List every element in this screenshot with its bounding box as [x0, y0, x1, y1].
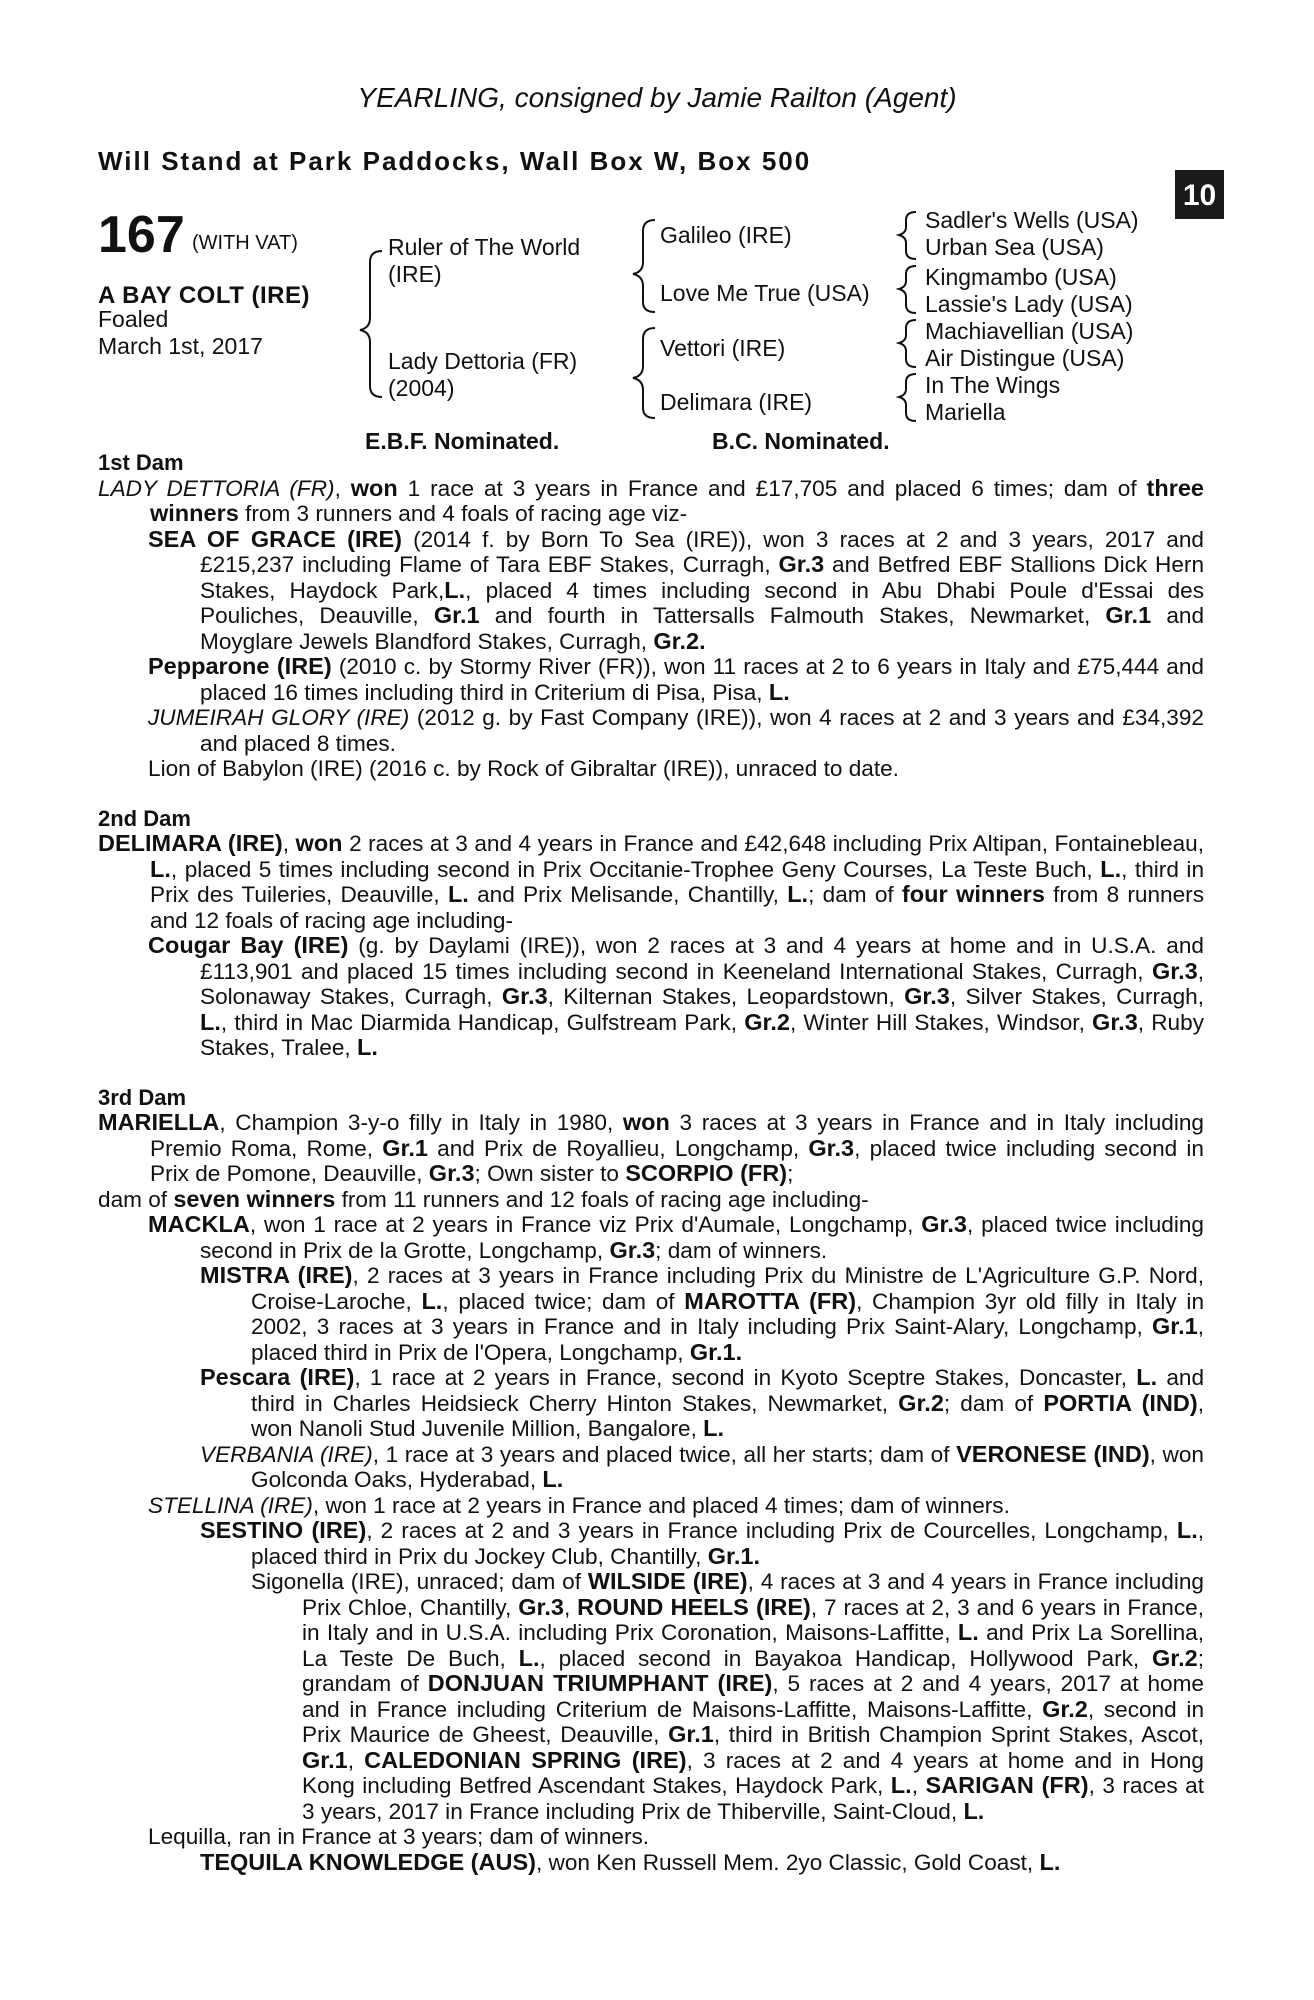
- ss-sire: Sadler's Wells (USA): [925, 207, 1139, 233]
- badge-number: 10: [1182, 179, 1217, 212]
- progeny-sestino: SESTINO (IRE), 2 races at 2 and 3 years in France including Prix de Courcelles, Longchamp, L., placed third in Prix du Jockey Club, Chantilly, Gr.1.: [200, 1517, 1205, 1569]
- third-dam-heading: 3rd Dam: [98, 1084, 187, 1110]
- progeny-lion-of-babylon: Lion of Babylon (IRE) (2016 c. by Rock of Gibraltar (IRE)), unraced to date.: [148, 756, 899, 781]
- ss-dam: Urban Sea (USA): [925, 234, 1104, 260]
- dam: [388, 348, 577, 402]
- dd-sire: In The Wings: [925, 372, 1061, 398]
- second-dam-record: DELIMARA (IRE), won 2 races at 3 and 4 years in France and £42,648 including Prix Altipan, Fontainebleau, L., placed 5 times including second in Prix Occitanie-Trophee Geny Courses, La Teste Buch, L., third in Prix des Tuileries, Deauville, L. and Prix Melisande, Chantilly, L.; dam of four winners from 8 runners and 12 foals of racing age including-: [98, 830, 1205, 933]
- progeny-mistra: MISTRA (IRE), 2 races at 3 years in France including Prix du Ministre de L'Agriculture G.P. Nord, Croise-Laroche, L., placed twice; dam of MAROTTA (FR), Champion 3yr old filly in Italy in 2002, 3 races at 3 years in France and in Italy including Prix Saint-Alary, Longchamp, Gr.1, placed third in Prix de l'Opera, Longchamp, Gr.1.: [200, 1262, 1205, 1365]
- bc-nominated: B.C. Nominated.: [712, 428, 890, 454]
- dam-year: (2004): [388, 375, 455, 401]
- progeny-jumeirah-glory: JUMEIRAH GLORY (IRE) (2012 g. by Fast Company (IRE)), won 4 races at 2 and 3 years and £34,392 and placed 8 times.: [148, 705, 1205, 756]
- page-subtitle: YEARLING, consigned by Jamie Railton (Agent): [357, 82, 957, 113]
- progeny-sea-of-grace: SEA OF GRACE (IRE) (2014 f. by Born To Sea (IRE)), won 3 races at 2 and 3 years, 2017 and £215,237 including Flame of Tara EBF Stakes, Curragh, Gr.3 and Betfred EBF Stallions Dick Hern Stakes, Haydock Park,L., placed 4 times including second in Abu Dhabi Poule d'Essai des Pouliches, Deauville, Gr.1 and fourth in Tattersalls Falmouth Stakes, Newmarket, Gr.1 and Moyglare Jewels Blandford Stakes, Curragh, Gr.2.: [148, 525, 1205, 654]
- third-dam-record: MARIELLA, Champion 3-y-o filly in Italy in 1980, won 3 races at 3 years in France and in Italy including Premio Roma, Rome, Gr.1 and Prix de Royallieu, Longchamp, Gr.3, placed twice including second in Prix de Pomone, Deauville, Gr.3; Own sister to SCORPIO (FR);: [98, 1109, 1204, 1186]
- sd-dam: Lassie's Lady (USA): [925, 291, 1133, 317]
- second-dam-name: DELIMARA (IRE): [98, 830, 283, 856]
- second-dam-heading: 2nd Dam: [98, 805, 191, 831]
- sire-sire: Galileo (IRE): [660, 222, 792, 248]
- first-dam-name: LADY DETTORIA (FR): [98, 475, 335, 501]
- third-dam-summary: dam of seven winners from 11 runners and 12 foals of racing age including-: [98, 1185, 869, 1212]
- dam-name: Lady Dettoria (FR): [388, 348, 578, 374]
- horse-description: A BAY COLT (IRE): [98, 282, 311, 309]
- vat-label: (WITH VAT): [192, 232, 298, 254]
- sire: [388, 234, 580, 288]
- progeny-verbania: VERBANIA (IRE), 1 race at 3 years and placed twice, all her starts; dam of VERONESE (IND), won Golconda Oaks, Hyderabad, L.: [200, 1440, 1204, 1492]
- progeny-stellina: STELLINA (IRE), won 1 race at 2 years in France and placed 4 times; dam of winners.: [148, 1492, 1010, 1518]
- sd-sire: Kingmambo (USA): [925, 264, 1117, 290]
- foaled-date: March 1st, 2017: [98, 333, 263, 359]
- progeny-mackla: MACKLA, won 1 race at 2 years in France viz Prix d'Aumale, Longchamp, Gr.3, placed twice including second in Prix de la Grotte, Longchamp, Gr.3; dam of winners.: [148, 1211, 1204, 1263]
- dd-dam: Mariella: [925, 399, 1006, 425]
- progeny-pepparone: Pepparone (IRE) (2010 c. by Stormy River (FR)), won 11 races at 2 to 6 years in Italy and £75,444 and placed 16 times including third in Criterium di Pisa, Pisa, L.: [148, 653, 1204, 705]
- badge-plus: +: [1179, 154, 1189, 171]
- sire-name: Ruler of The World: [388, 234, 581, 260]
- foaled-label: Foaled: [98, 306, 169, 332]
- sire-dam: Love Me True (USA): [660, 280, 870, 306]
- progeny-lequilla: Lequilla, ran in France at 3 years; dam of winners.: [148, 1824, 650, 1849]
- lot-number: 167: [98, 206, 185, 264]
- sire-origin: (IRE): [388, 261, 442, 287]
- progeny-pescara: Pescara (IRE), 1 race at 2 years in France, second in Kyoto Sceptre Stakes, Doncaster, L. and third in Charles Heidsieck Cherry Hinton Stakes, Newmarket, Gr.2; dam of PORTIA (IND), won Nanoli Stud Juvenile Million, Bangalore, L.: [200, 1364, 1205, 1441]
- ds-dam: Air Distingue (USA): [925, 345, 1125, 371]
- ds-sire: Machiavellian (USA): [925, 318, 1134, 344]
- stand-location: Will Stand at Park Paddocks, Wall Box W, Box 500: [98, 146, 812, 176]
- progeny-cougar-bay: Cougar Bay (IRE) (g. by Daylami (IRE)), won 2 races at 3 and 4 years at home and in U.S.A. and £113,901 and placed 15 times including second in Keeneland International Stakes, Curragh, Gr.3, Solonaway Stakes, Curragh, Gr.3, Kilternan Stakes, Leopardstown, Gr.3, Silver Stakes, Curragh, L., third in Mac Diarmida Handicap, Gulfstream Park, Gr.2, Winter Hill Stakes, Windsor, Gr.3, Ruby Stakes, Tralee, L.: [148, 932, 1205, 1060]
- pedigree-notes: [98, 450, 1204, 1875]
- first-dam-record: LADY DETTORIA (FR), won 1 race at 3 years in France and £17,705 and placed 6 times; dam of three winners from 3 runners and 4 foals of racing age viz-: [98, 474, 1204, 526]
- dam-dam: Delimara (IRE): [660, 389, 813, 415]
- progeny-sigonella: Sigonella (IRE), unraced; dam of WILSIDE (IRE), 4 races at 3 and 4 years in France including Prix Chloe, Chantilly, Gr.3, ROUND HEELS (IRE), 7 races at 2, 3 and 6 years in France, in Italy and in U.S.A. including Prix Coronation, Maisons-Laffitte, L. and Prix La Sorellina, La Teste De Buch, L., placed second in Bayakoa Handicap, Hollywood Park, Gr.2; grandam of DONJUAN TRIUMPHANT (IRE), 5 races at 2 and 4 years, 2017 at home and in France including Criterium de Maisons-Laffitte, Maisons-Laffitte, Gr.2, second in Prix Maurice de Gheest, Deauville, Gr.1, third in British Champion Sprint Stakes, Ascot, Gr.1, CALEDONIAN SPRING (IRE), 3 races at 2 and 4 years at home and in Hong Kong including Betfred Ascendant Stakes, Haydock Park, L., SARIGAN (FR), 3 races at 3 years, 2017 in France including Prix de Thiberville, Saint-Cloud, L.: [251, 1568, 1205, 1824]
- first-dam-heading: 1st Dam: [98, 450, 184, 475]
- third-dam-name: MARIELLA: [98, 1109, 220, 1135]
- dam-sire: Vettori (IRE): [660, 335, 786, 361]
- ebf-nominated: E.B.F. Nominated.: [365, 428, 560, 454]
- progeny-tequila-knowledge: TEQUILA KNOWLEDGE (AUS), won Ken Russell Mem. 2yo Classic, Gold Coast, L.: [200, 1848, 1061, 1875]
